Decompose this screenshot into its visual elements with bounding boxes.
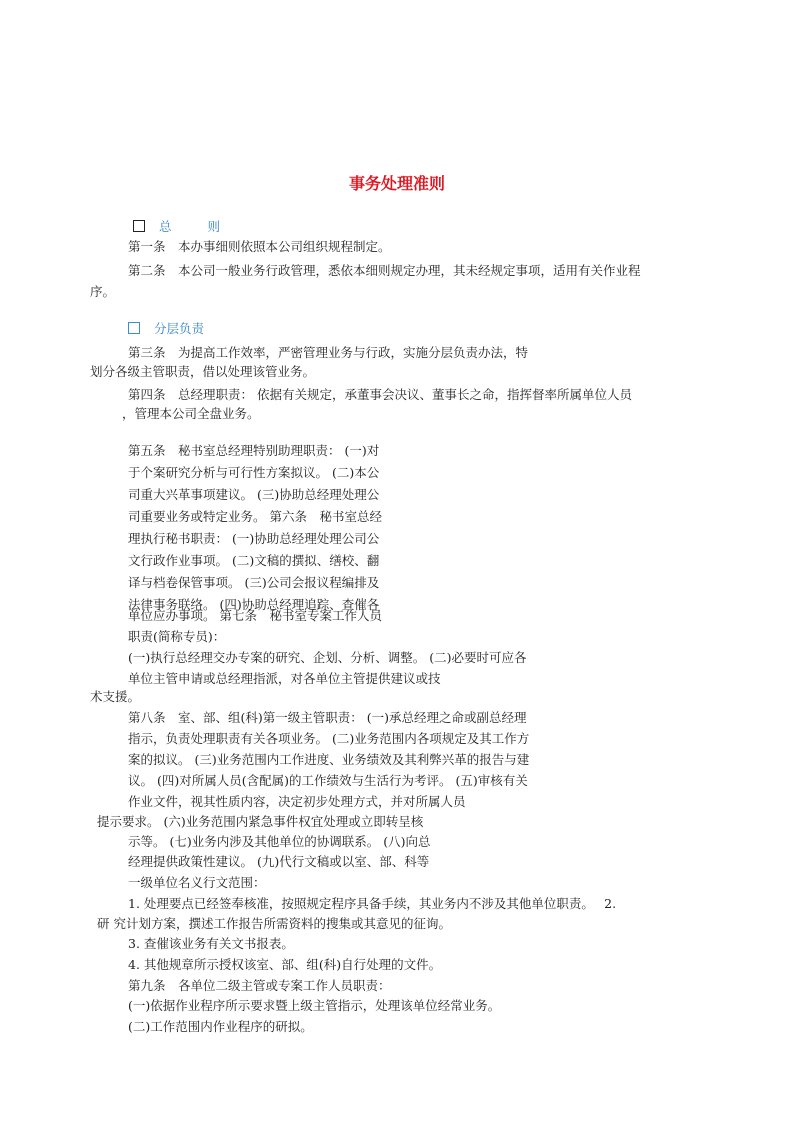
paragraph-line: 第四条 总经理职责： 依据有关规定，承董事会决议、董事长之命，指挥督率所属单位人员 (128, 387, 632, 402)
paragraph-line: 第一条 本办事细则依照本公司组织规程制定。 (128, 239, 391, 254)
paragraph-line: 第五条 秘书室总经理特别助理职责： (一)对 (128, 443, 380, 458)
section-heading-hierarchy: 分层负责 (128, 321, 204, 337)
paragraph-line: 3. 查催该业务有关文书报表。 (128, 936, 294, 951)
paragraph-line: 划分各级主管职责，借以处理该管业务。 (90, 364, 316, 379)
paragraph-line: 单位主管申请或总经理指派，对各单位主管提供建议或技 (128, 671, 441, 686)
paragraph-line: 作业文件，视其性质内容，决定初步处理方式，并对所属人员 (128, 794, 466, 809)
paragraph-line: 议。 (四)对所属人员(含配属)的工作绩效与生活行为考评。 (五)审核有关 (128, 773, 528, 788)
paragraph-line: 理执行秘书职责： (一)协助总经理处理公司公 (128, 531, 380, 546)
document-title: 事务处理准则 (348, 174, 445, 193)
paragraph-line: 职责(简称专员)： (128, 629, 226, 644)
paragraph-line: 于个案研究分析与可行性方案拟议。 (二)本公 (128, 465, 380, 480)
paragraph-line: (一)依据作业程序所示要求暨上级主管指示，处理该单位经常业务。 (128, 998, 501, 1013)
paragraph-line: 司重大兴革事项建议。 (三)协助总经理处理公 (128, 487, 380, 502)
paragraph-line: 示等。 (七)业务内涉及其他单位的协调联系。 (八)向总 (128, 834, 431, 849)
paragraph-line: 译与档卷保管事项。 (三)公司会报议程编排及 (128, 575, 380, 590)
checkbox-icon (128, 322, 140, 334)
paragraph-line: 4. 其他规章所示授权该室、部、组(科)自行处理的文件。 (128, 957, 442, 972)
paragraph-line: 第二条 本公司一般业务行政管理，悉依本细则规定办理，其未经规定事项，适用有关作业程 (128, 263, 641, 278)
section-heading-general: 总 则 (133, 219, 220, 235)
paragraph-line: 1. 处理要点已经签奉核准，按照规定程序具备手续，其业务内不涉及其他单位职责。 2. (128, 896, 617, 911)
paragraph-line: (二)工作范围内作业程序的研拟。 (128, 1019, 313, 1034)
checkbox-icon (133, 220, 145, 232)
paragraph-line: 法律事务联络。 (四)协助总经理追踪、查催各 (128, 597, 380, 612)
paragraph-line: 第九条 各单位二级主管或专案工作人员职责： (128, 978, 391, 993)
paragraph-line: 术支援。 (90, 689, 141, 704)
paragraph-line: 案的拟议。 (三)业务范围内工作进度、业务绩效及其利弊兴革的报告与建 (128, 752, 530, 767)
paragraph-line: 单位应办事项。 第七条 秘书室专案工作人员 (128, 608, 382, 623)
paragraph-line: ，管理本公司全盘业务。 (122, 406, 260, 421)
paragraph-line: 研 究计划方案，撰述工作报告所需资料的搜集或其意见的征询。 (97, 916, 451, 931)
paragraph-line: 经理提供政策性建议。 (九)代行文稿或以室、部、科等 (128, 854, 430, 869)
paragraph-line: (一)执行总经理交办专案的研究、企划、分析、调整。 (二)必要时可应各 (128, 650, 527, 665)
paragraph-line: 指示，负责处理职责有关各项业务。 (二)业务范围内各项规定及其工作方 (128, 731, 530, 746)
paragraph-line: 第三条 为提高工作效率，严密管理业务与行政，实施分层负责办法，特 (128, 345, 529, 360)
paragraph-line: 提示要求。 (六)业务范围内紧急事件权宜处理或立即转呈核 (97, 814, 424, 829)
paragraph-line: 序。 (90, 284, 116, 299)
paragraph-line: 第八条 室、部、组(科)第一级主管职责： (一)承总经理之命或副总经理 (128, 710, 527, 725)
paragraph-line: 文行政作业事项。 (二)文稿的撰拟、缮校、翻 (128, 553, 380, 568)
paragraph-line: 司重要业务或特定业务。 第六条 秘书室总经 (128, 509, 382, 524)
paragraph-line: 一级单位名义行文范围： (128, 875, 266, 890)
